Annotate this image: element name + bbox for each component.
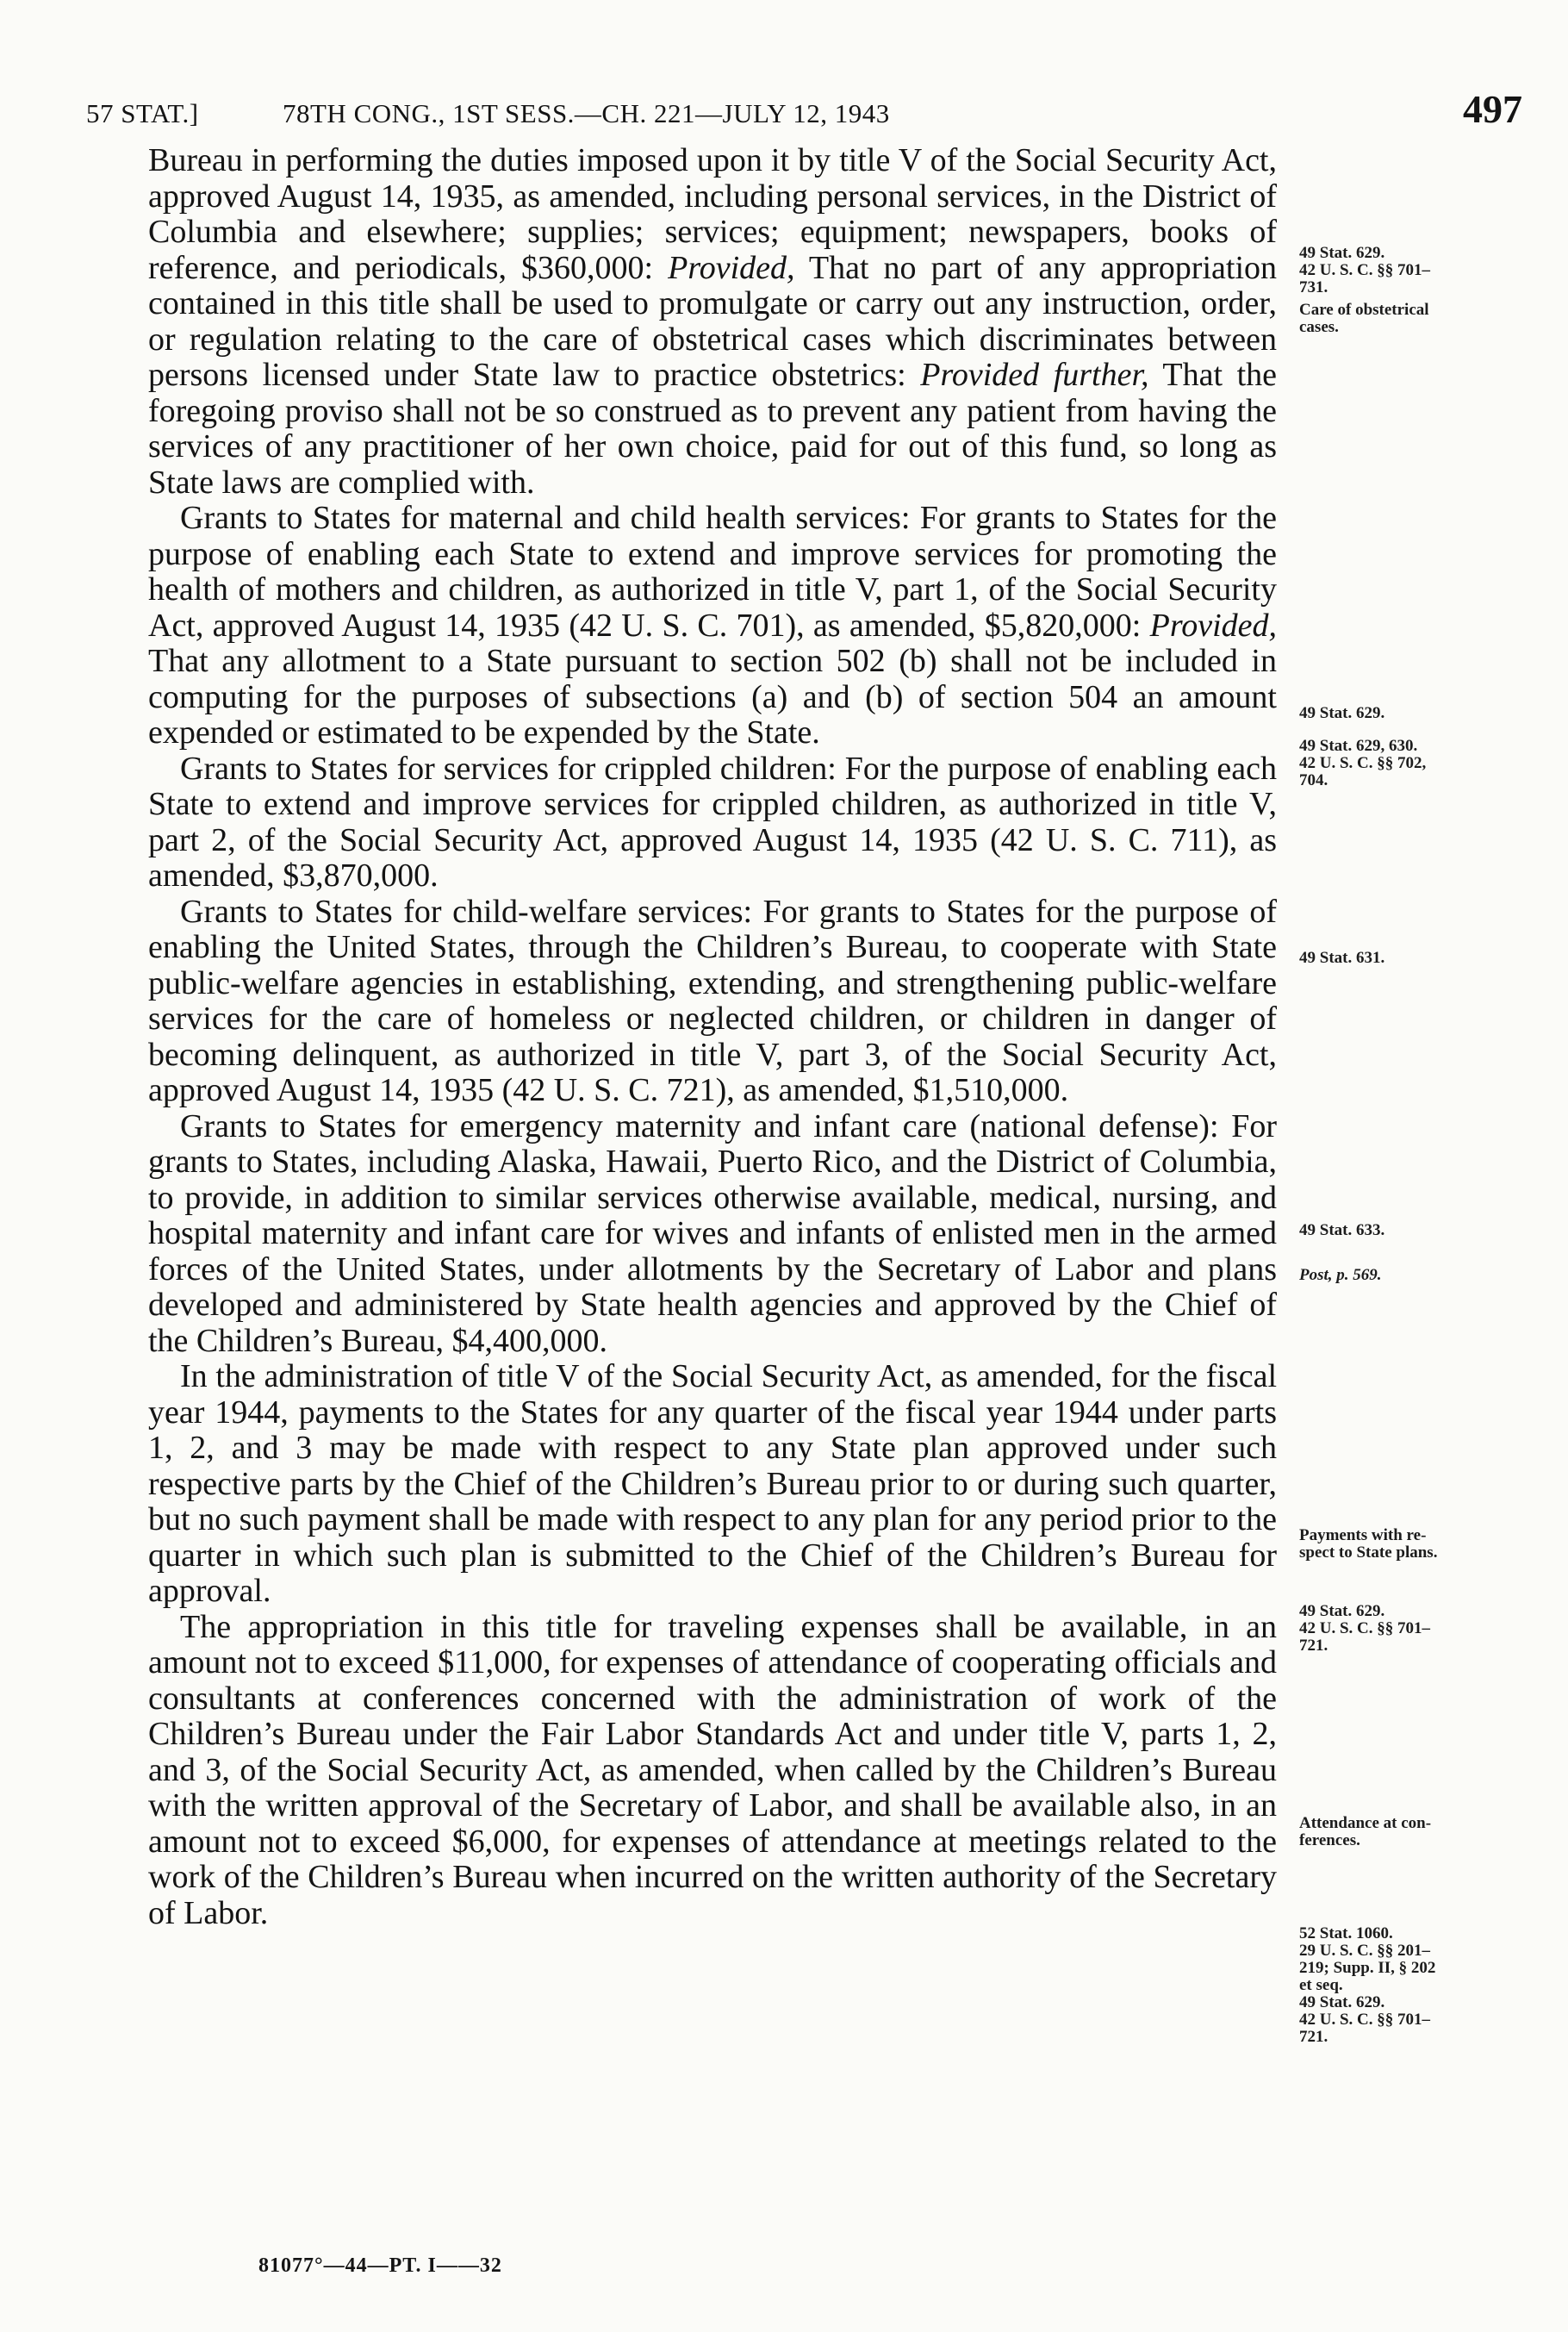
- margin-note-citation: 49 Stat. 629, 630. 42 U. S. C. §§ 702, 704.: [1299, 737, 1427, 789]
- paragraph-maternal-child-health: [148, 501, 1277, 751]
- margin-note-citation: 49 Stat. 633.: [1299, 1221, 1385, 1239]
- margin-note-obstetrical: Care of obstetrical cases.: [1299, 301, 1429, 336]
- margin-note-citation: 49 Stat. 629. 42 U. S. C. §§ 701– 721.: [1299, 1602, 1431, 1655]
- paragraph-text: Grants to States for services for crippled children: For the purpose of enabling each State to extend and improve services for crippled children, as authorized in title V, part 2, of the Social Security Act, approved August 14, 1935 (42 U. S. C. 711), as amended, $3,870,000.: [148, 750, 1277, 894]
- paragraph-obstetrical-proviso: [148, 143, 1277, 501]
- paragraph-text: Grants to States for child-welfare services: For grants to States for the purpose of enabling the United States, through the Children’s Bureau, to cooperate with State public-welfare agencies in establishing, extending, and strengthening public-welfare services for the care of homeless or neglected children, or children in danger of becoming delinquent, as authorized in title V, part 3, of the Social Security Act, approved August 14, 1935 (42 U. S. C. 721), as amended, $1,510,000.: [148, 893, 1277, 1108]
- page-number: 497: [1463, 87, 1522, 131]
- paragraph-text: That any allotment to a State pursuant to section 502 (b) shall not be included in computing for the purposes of subsections (a) and (b) of section 504 an amount expended or estimated to be expended by the State.: [148, 643, 1277, 751]
- proviso-italic: Provided further,: [920, 357, 1149, 393]
- paragraph-emergency-maternity: [148, 1109, 1277, 1360]
- paragraph-child-welfare: [148, 895, 1277, 1109]
- header-congress-chapter: 78TH CONG., 1ST SESS.—CH. 221—JULY 12, 1943: [283, 98, 890, 128]
- running-header: [0, 86, 1568, 138]
- margin-note-post-reference: Post, p. 569.: [1299, 1266, 1382, 1284]
- paragraph-text: In the administration of title V of the Social Security Act, as amended, for the fiscal year 1944, payments to the States for any quarter of the fiscal year 1944 under parts 1, 2, and 3 may be made with respect to any State plan approved under such respective parts by the Chief of the Children’s Bureau prior to or during such quarter, but no such payment shall be made with respect to any plan for any period prior to the quarter in which such plan is submitted to the Chief of the Children’s Bureau for approval.: [148, 1358, 1277, 1609]
- paragraph-text: Grants to States for maternal and child health services: For grants to States for the purpose of enabling each State to extend and improve services for promoting the health of mothers and children, as authorized in title V, part 1, of the Social Security Act, approved August 14, 1935 (42 U. S. C. 701), as amended, $5,820,000:: [148, 500, 1277, 644]
- margin-note-state-plans: Payments with re- spect to State plans.: [1299, 1526, 1438, 1562]
- margin-note-citation: 49 Stat. 629. 42 U. S. C. §§ 701– 731.: [1299, 244, 1431, 296]
- header-statute-ref: 57 STAT.]: [86, 98, 199, 128]
- margin-note-conferences: Attendance at con- ferences.: [1299, 1814, 1432, 1849]
- paragraph-crippled-children: [148, 751, 1277, 895]
- paragraph-state-plan-payments: [148, 1359, 1277, 1610]
- margin-note-citation: 49 Stat. 631.: [1299, 949, 1385, 967]
- margin-note-citation: 49 Stat. 629.: [1299, 704, 1385, 722]
- proviso-italic: Provided,: [668, 249, 795, 286]
- proviso-italic: Provided,: [1149, 607, 1277, 644]
- paragraph-conference-attendance: [148, 1610, 1277, 1932]
- paragraph-text: Grants to States for emergency maternity and infant care (national defense): For grants to States, including Alaska, Hawaii, Puerto Rico, and the District of Columbia, to provide, in addition to similar services otherwise available, medical, nursing, and hospital maternity and infant care for wives and infants of enlisted men in the armed forces of the United States, under allotments by the Secretary of Labor and plans developed and administered by State health agencies and approved by the Chief of the Children’s Bureau, $4,400,000.: [148, 1107, 1277, 1359]
- paragraph-text: That no part of any appropriation contained in this title shall be used to promulgate or carry out any instruction, order, or regulation relating to the care of obstetrical cases which discriminates between persons licensed under State law to practice obstetrics:: [148, 249, 1278, 393]
- margin-note-citation: 52 Stat. 1060. 29 U. S. C. §§ 201– 219; Supp. II, § 202 et seq. 49 Stat. 629. 42 U. S. C. §§ 701– 721.: [1299, 1924, 1436, 2046]
- paragraph-text: The appropriation in this title for traveling expenses shall be available, in an amount not to exceed $11,000, for expenses of attendance of cooperating officials and consultants at conferences concerned with the administration of work of the Children’s Bureau under the Fair Labor Standards Act and under title V, parts 1, 2, and 3, of the Social Security Act, as amended, when called by the Children’s Bureau with the written approval of the Secretary of Labor, and shall be available also, in an amount not to exceed $6,000, for expenses of attendance at meetings related to the work of the Children’s Bureau when incurred on the written authority of the Secretary of Labor.: [148, 1608, 1277, 1931]
- printer-signature-line: 81077°—44—PT. I——32: [258, 2254, 502, 2277]
- statute-body: [148, 143, 1277, 1931]
- paragraph-text: Bureau in performing the duties imposed upon it by title V of the Social Security Act, approved August 14, 1935, as amended, including personal services, in the District of Columbia and elsewhere; supplies; services; equipment; newspapers, books of reference, and periodicals, $360,000:: [148, 142, 1277, 286]
- paragraph-text: That the foregoing proviso shall not be so construed as to prevent any patient from having the services of any practitioner of her own choice, paid for out of this fund, so long as State laws are complied with.: [148, 357, 1277, 501]
